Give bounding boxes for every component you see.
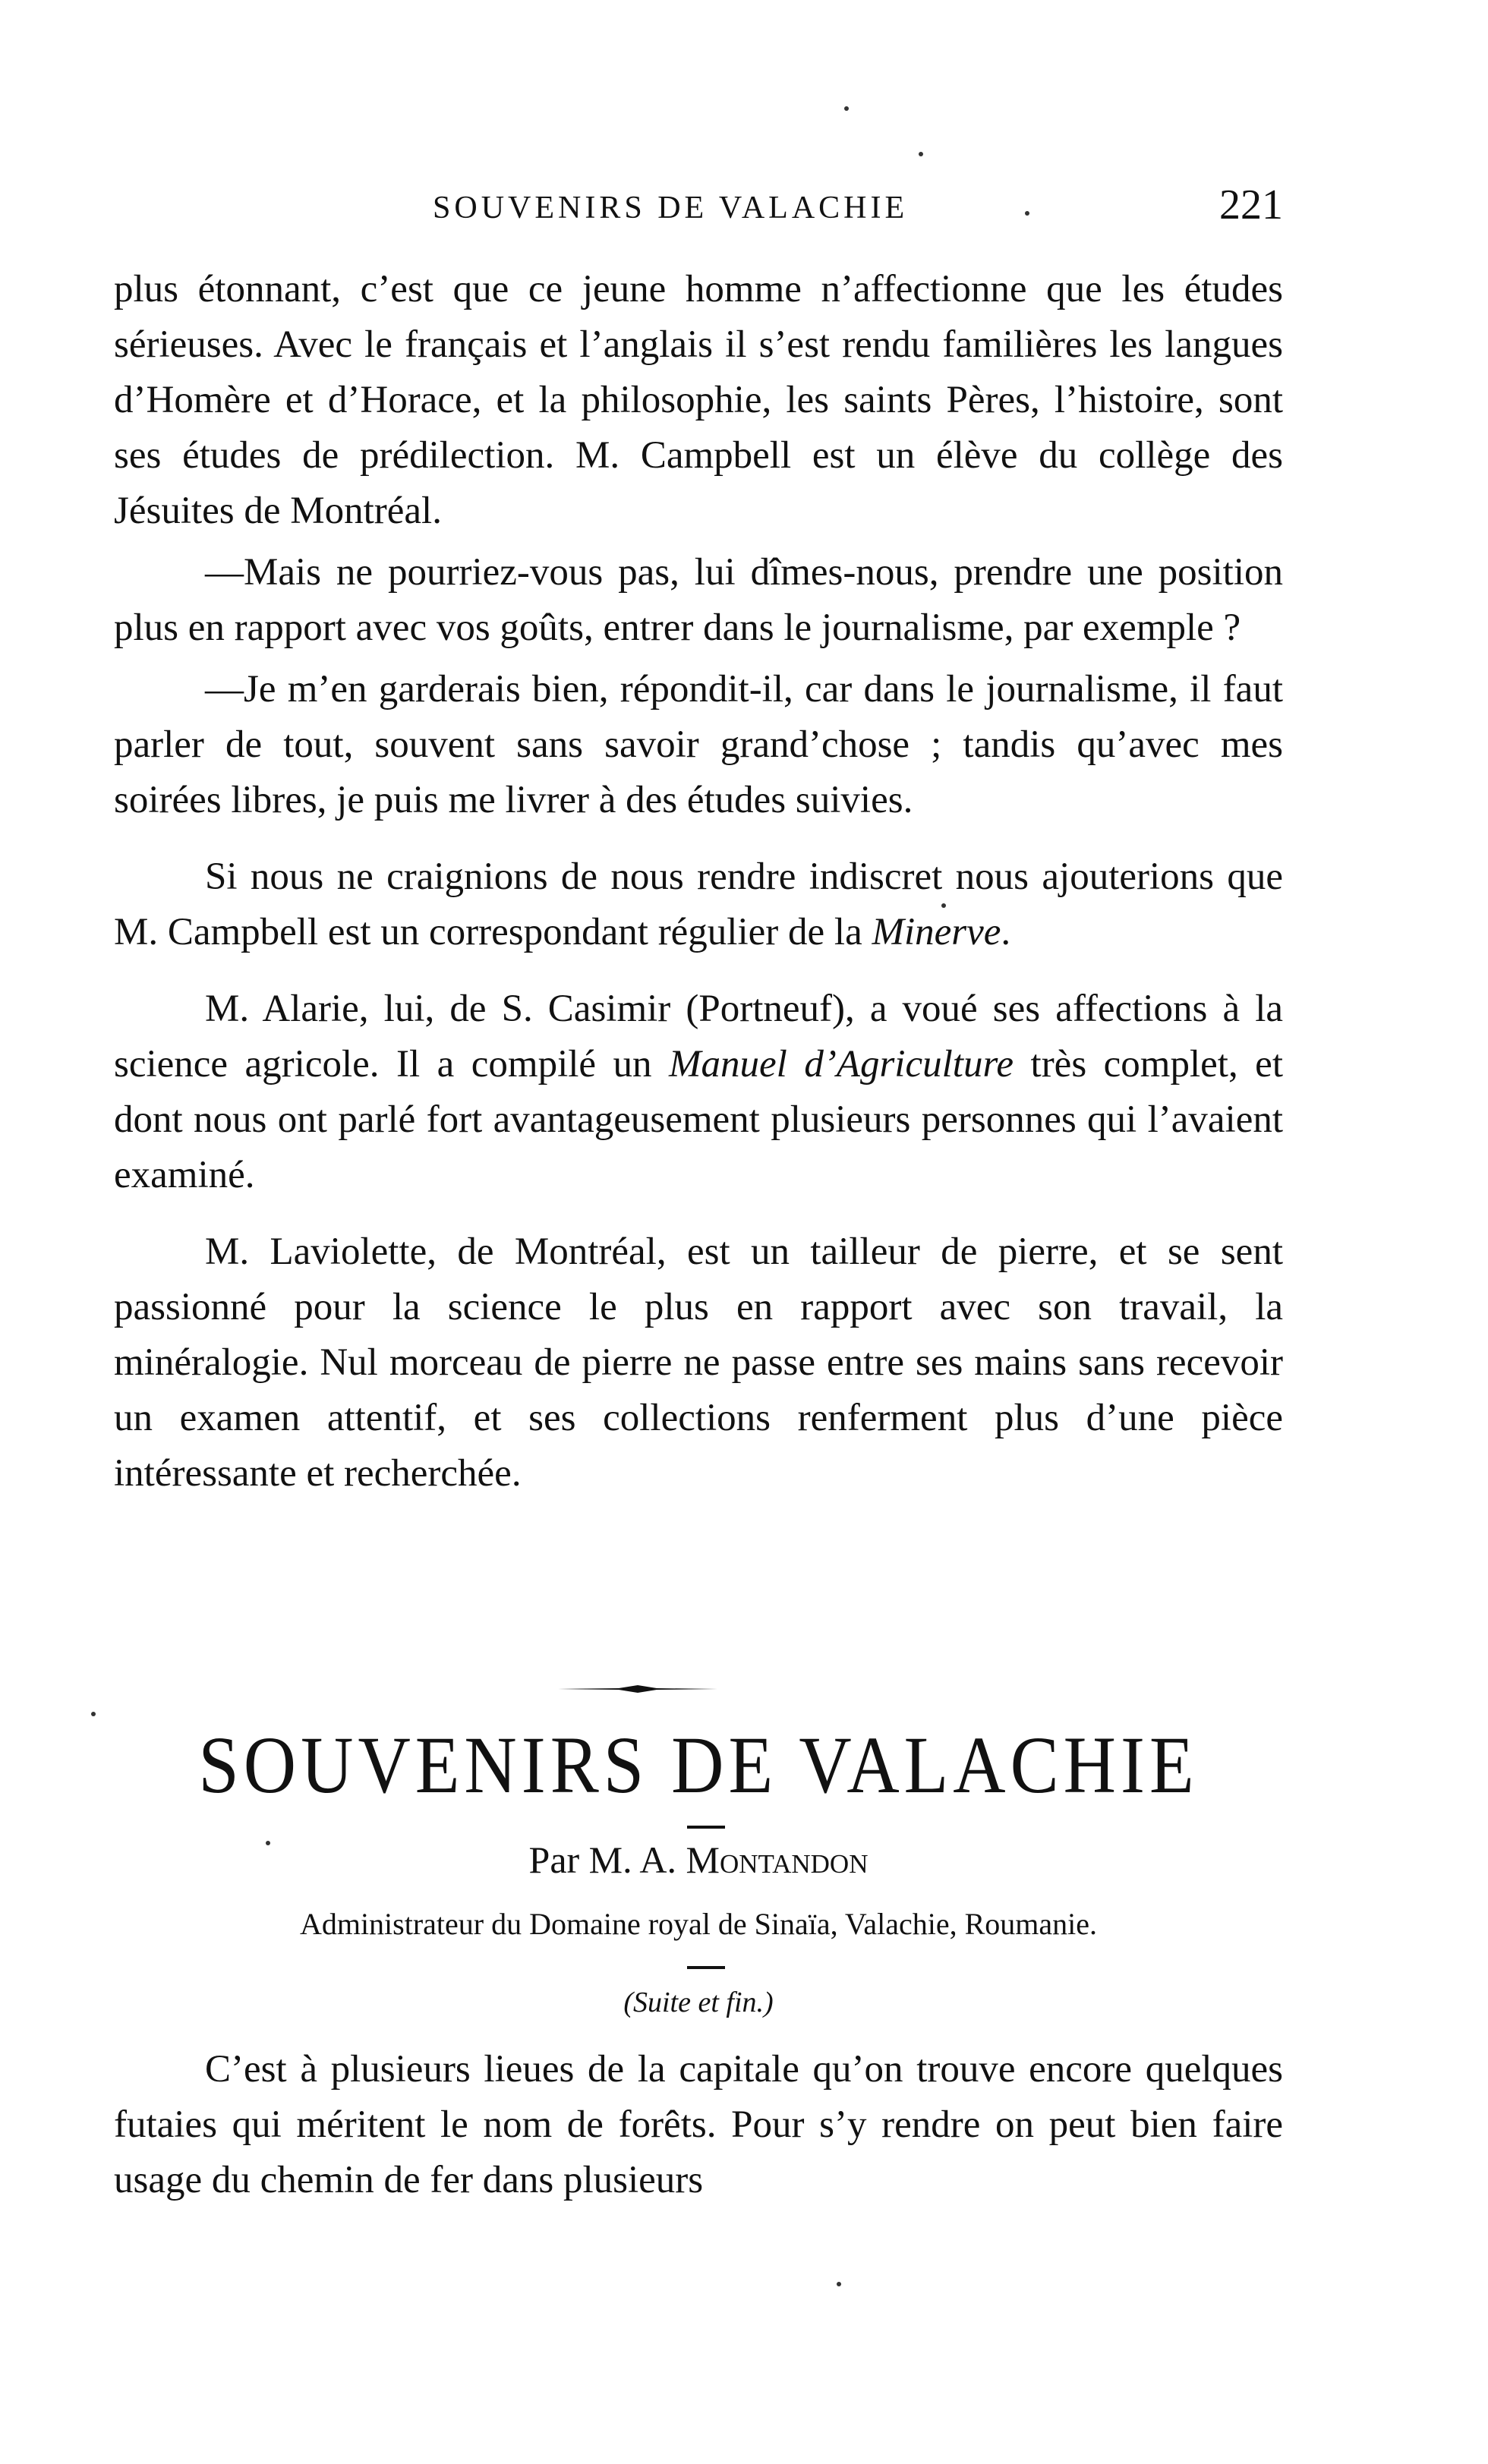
title-rule	[687, 1826, 725, 1829]
paragraph-5: M. Alarie, lui, de S. Casimir (Portneuf), a voué ses affections à la science agricole. Il a compilé un Manuel d’Agriculture très complet, et dont nous ont parlé fort avantageusement plusieurs personnes qui l’avaient examiné.	[114, 988, 1283, 1196]
section-opening-text	[114, 2042, 1283, 2208]
speck	[837, 2282, 841, 2286]
speck	[941, 903, 946, 908]
paragraph-4: Si nous ne craignions de nous rendre indiscret nous ajouterions que M. Campbell est un correspondant régulier de la Minerve.	[114, 855, 1283, 953]
byline-author: Montandon	[686, 1839, 869, 1881]
speck	[91, 1712, 96, 1716]
page-number: 221	[1219, 181, 1283, 228]
byline-prefix: Par M. A.	[528, 1839, 686, 1881]
paragraph-5-italic: Manuel d’Agriculture	[669, 1043, 1014, 1085]
article-continuation-text	[114, 262, 1283, 1501]
speck	[1025, 211, 1029, 216]
author-affiliation: Administrateur du Domaine royal de Sinaïa, Valachie, Roumanie.	[299, 1907, 1098, 1941]
continuation-note: (Suite et fin.)	[623, 1987, 774, 2018]
paragraph-4-italic: Minerve	[872, 911, 1001, 953]
paragraph-6: M. Laviolette, de Montréal, est un tailleur de pierre, et se sent passionné pour la science le plus en rapport avec son travail, la minéralogie. Nul morceau de pierre ne passe entre ses mains sans recevoir un examen attentif, et ses collections renferment plus d’une pièce intéressante et recherchée.	[114, 1230, 1283, 1495]
section-paragraph-1: C’est à plusieurs lieues de la capitale qu’on trouve encore quelques futaies qui méritent le nom de forêts. Pour s’y rendre on peut bien faire usage du chemin de fer dans plusieurs	[114, 2048, 1283, 2201]
section-title: SOUVENIRS DE VALACHIE	[198, 1719, 1199, 1810]
paragraph-2: —Mais ne pourriez-vous pas, lui dîmes-nous, prendre une position plus en rapport avec vos goûts, entrer dans le journalisme, par exemple ?	[114, 551, 1283, 649]
section-divider-ornament	[558, 1684, 717, 1694]
speck	[266, 1841, 270, 1845]
paragraph-3: —Je m’en garderais bien, répondit-il, car dans le journalisme, il faut parler de tout, souvent sans savoir grand’chose ; tandis qu’avec mes soirées libres, je puis me livrer à des études suivies.	[114, 668, 1283, 821]
running-head	[114, 181, 1283, 241]
paragraph-1: plus étonnant, c’est que ce jeune homme n’affectionne que les études sérieuses. Avec le français et l’anglais il s’est rendu familières les langues d’Homère et d’Horace, et la philosophie, les saints Pères, l’histoire, sont ses études de prédilection. M. Campbell est un élève du collège des Jésuites de Montréal.	[114, 268, 1283, 532]
speck	[919, 152, 923, 156]
speck	[844, 106, 849, 111]
affiliation-rule	[687, 1966, 725, 1969]
running-head-title: SOUVENIRS DE VALACHIE	[433, 191, 909, 225]
byline	[114, 1837, 1283, 1883]
